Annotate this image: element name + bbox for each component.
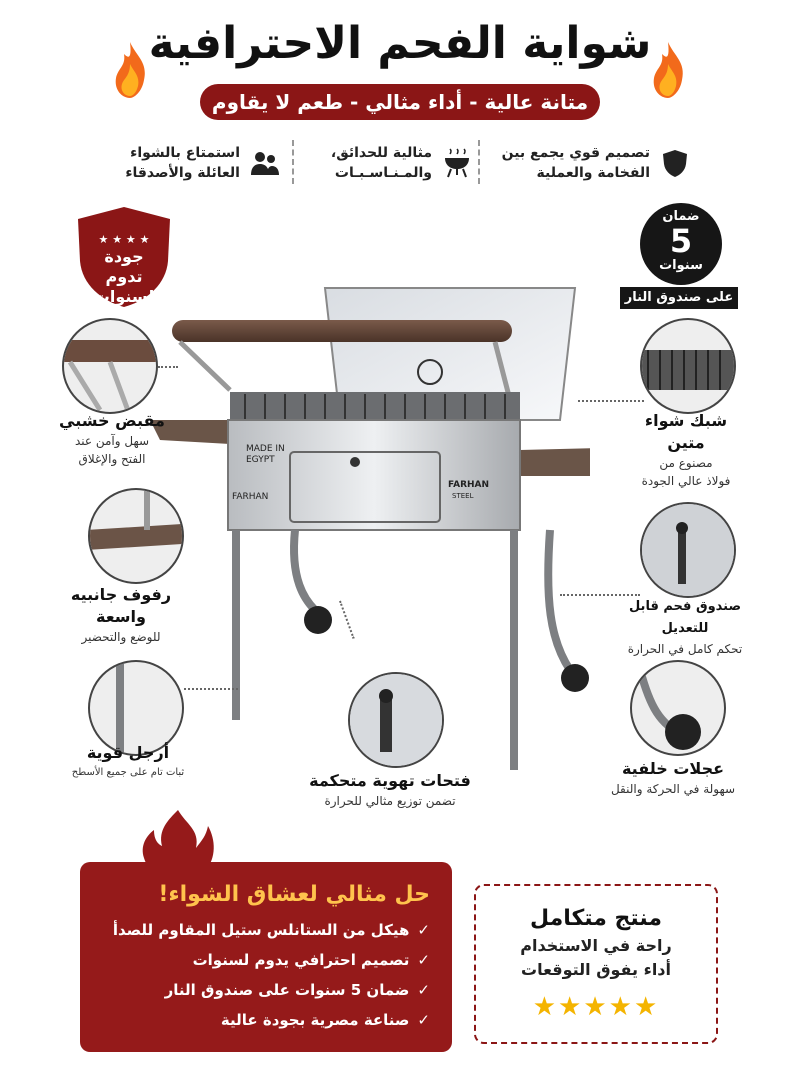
benefit-item <box>102 947 430 973</box>
callout-vents <box>300 770 480 810</box>
grill-icon <box>442 148 472 178</box>
divider <box>292 140 294 184</box>
callout-title: عجلات خلفية <box>621 759 725 778</box>
people-icon <box>250 148 280 178</box>
benefit-item <box>102 1007 430 1033</box>
callout-grill-grate <box>626 410 746 490</box>
callout-desc: تحكم كامل في الحرارة <box>627 642 743 656</box>
divider <box>478 140 480 184</box>
feature-line: العائلة والأصدقاء <box>125 165 240 181</box>
feature-line: والمـنـاسـبـات <box>334 165 432 181</box>
zoom-circle-wheels <box>630 660 726 756</box>
benefit-item <box>102 977 430 1003</box>
badge-line: لسنوات <box>93 287 155 306</box>
check-icon: ✓ <box>417 981 430 999</box>
badge-stars: ★ ★ ★ ★ <box>98 233 150 246</box>
page-title: شواية الفحم الاحترافية <box>148 18 652 69</box>
callout-desc: مصنوع من <box>659 456 713 470</box>
callout-side-shelves <box>54 584 188 646</box>
benefit-text: صناعة مصرية بجودة عالية <box>220 1011 410 1029</box>
benefit-text: هيكل من الستانلس ستيل المقاوم للصدأ <box>112 921 410 939</box>
badge-line: جودة <box>104 247 144 266</box>
warranty-top: ضمان <box>662 209 700 224</box>
warranty-number: 5 <box>669 222 693 260</box>
zoom-circle-shelf <box>88 488 184 584</box>
benefit-item <box>102 917 430 943</box>
badge-line: تدوم <box>105 267 143 286</box>
benefits-heading: حل مثالي لعشاق الشواء! <box>158 882 430 907</box>
feature-line: استمتاع بالشواء <box>130 145 240 161</box>
warranty-bottom: سنوات <box>659 258 703 273</box>
zoom-circle-vents <box>348 672 444 768</box>
warranty-badge <box>640 203 722 285</box>
callout-title: رفوف جانبيه واسعة <box>70 585 172 626</box>
subtitle-banner: متانة عالية - أداء مثالي - طعم لا يقاوم <box>200 84 600 120</box>
product-summary-box <box>474 884 718 1044</box>
check-icon: ✓ <box>417 951 430 969</box>
brand-label-right: FARHAN <box>448 480 490 490</box>
made-in-label: MADE IN EGYPT <box>246 444 285 465</box>
benefit-text: ضمان 5 سنوات على صندوق النار <box>164 981 410 999</box>
check-icon: ✓ <box>417 921 430 939</box>
zoom-circle-coal-box <box>640 502 736 598</box>
callout-desc: فولاذ عالي الجودة <box>641 474 731 488</box>
summary-line: راحة في الاستخدام <box>520 936 672 955</box>
feature-family <box>120 138 280 188</box>
feature-design <box>490 138 690 188</box>
callout-title: فتحات تهوية متحكمة <box>309 771 471 790</box>
callout-line <box>578 400 644 402</box>
callout-desc: سهولة في الحركة والنقل <box>610 782 736 796</box>
feature-line: مثالية للحدائق، <box>330 145 432 161</box>
zoom-circle-grate <box>640 318 736 414</box>
callout-legs <box>48 742 208 782</box>
brand-label-left: FARHAN <box>232 492 269 502</box>
shield-icon <box>660 148 690 178</box>
summary-line: أداء يفوق التوقعات <box>520 960 671 979</box>
callout-line <box>158 366 178 368</box>
warranty-note: على صندوق النار <box>620 287 738 309</box>
callout-title: مقبض خشبي <box>59 411 165 430</box>
check-icon: ✓ <box>417 1011 430 1029</box>
feature-line: تصميم قوي يجمع بين <box>501 145 650 161</box>
callout-title: أرجل قوية <box>86 743 170 762</box>
callout-title: صندوق فحم قابل للتعديل <box>628 599 742 636</box>
benefit-text: تصميم احترافي يدوم لسنوات <box>192 951 410 969</box>
summary-title: منتج متكامل <box>529 906 662 931</box>
feature-occasions <box>304 138 472 188</box>
rating-stars: ★★★★★ <box>532 992 660 1022</box>
callout-coal-box <box>610 596 760 658</box>
feature-line: الفخامة والعملية <box>536 165 650 181</box>
benefits-panel <box>80 862 452 1052</box>
callout-desc: تضمن توزيع مثالي للحرارة <box>324 794 456 808</box>
callout-wheels <box>598 758 748 798</box>
callout-wooden-handle <box>52 410 172 468</box>
callout-title: شبك شواء متين <box>644 411 728 452</box>
callout-line <box>184 688 238 690</box>
callout-desc: سهل وآمن عند <box>74 434 150 448</box>
callout-desc: ثبات تام على جميع الأسطح <box>71 767 185 778</box>
callout-desc: للوضع والتحضير <box>81 630 161 644</box>
zoom-circle-handle <box>62 318 158 414</box>
brand-sub-label: STEEL <box>452 492 474 500</box>
callout-desc: الفتح والإغلاق <box>78 452 146 466</box>
